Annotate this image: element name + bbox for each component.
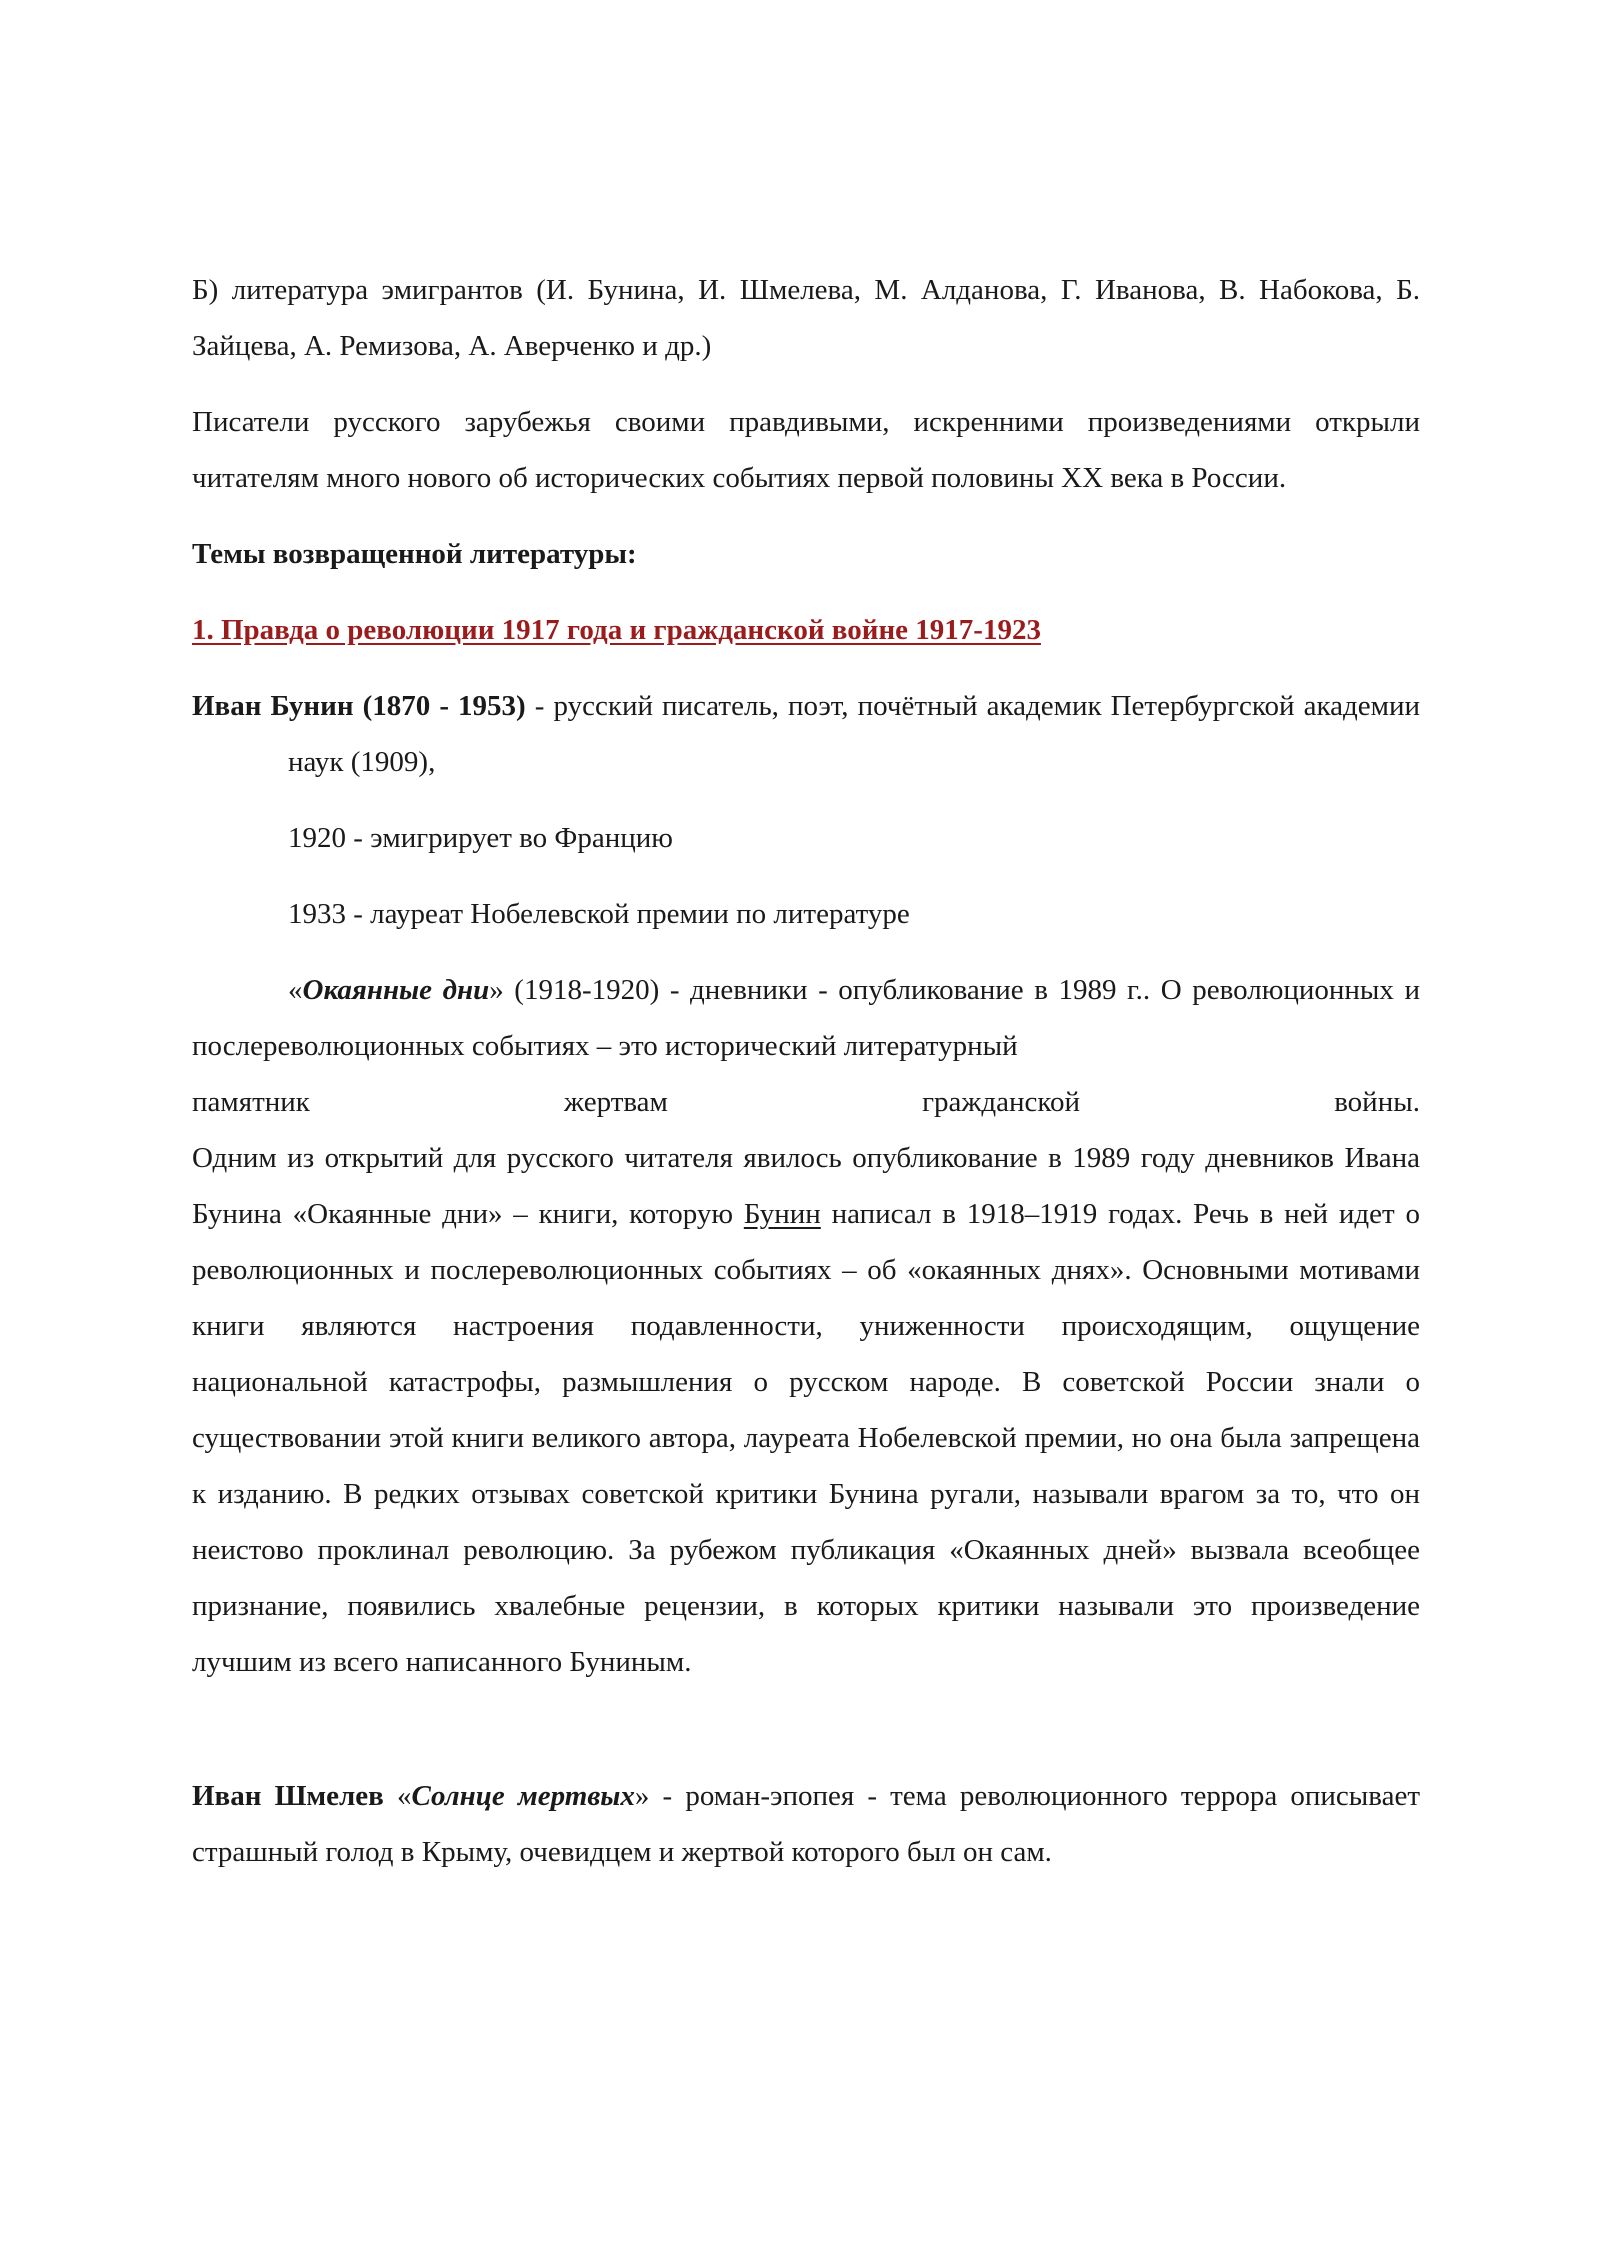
themes-heading: Темы возвращенной литературы: (192, 538, 637, 570)
okayannye-dni-paragraph (192, 1130, 1420, 1690)
bunin-link[interactable]: Бунин (743, 1198, 821, 1230)
quote-close: » (489, 974, 504, 1006)
section-1-title: 1. Правда о революции 1917 года и гражданской войне 1917-1923 (192, 614, 1041, 646)
bunin-bio (192, 678, 1420, 790)
document-page (192, 262, 1420, 1880)
spread-line (192, 1074, 1420, 1130)
paragraph-foreign-writers: Писатели русского зарубежья своими правдивыми, искренними произведениями открыли читателям много нового об исторических событиях первой половины XX века в России. (192, 406, 1420, 494)
spread-word: памятник (192, 1086, 310, 1118)
bunin-description: - русский писатель, поэт, почётный академик Петербургской академии наук (1909), (288, 690, 1420, 778)
paragraph-emigrant-literature: Б) литература эмигрантов (И. Бунина, И. Шмелева, М. Алданова, Г. Иванова, В. Набокова, Б. Зайцева, А. Ремизова, А. Аверченко и др.) (192, 274, 1420, 362)
section-title (192, 602, 1420, 658)
solntse-mertvykh-title: Солнце мертвых (411, 1780, 635, 1812)
quote-open: « (383, 1780, 412, 1812)
okayannye-dni-title: Окаянные дни (302, 974, 490, 1006)
okayannye-dni-intro (192, 962, 1420, 1074)
bunin-fact-nobel: 1933 - лауреат Нобелевской премии по литературе (288, 898, 910, 930)
bunin-fact-emigration: 1920 - эмигрирует во Францию (288, 822, 673, 854)
bunin-name: Иван Бунин (1870 - 1953) (192, 690, 526, 722)
shmelev-paragraph (192, 1768, 1420, 1880)
quote-close: » (634, 1780, 650, 1812)
quote-open: « (288, 974, 303, 1006)
spread-word: гражданской (922, 1086, 1081, 1118)
okayannye-dni-description: (1918-1920) - дневники - опубликование в 1989 г.. О революционных и послереволюционных событиях – это исторический литературный (192, 974, 1420, 1062)
spread-word: жертвам (564, 1086, 668, 1118)
shmelev-name: Иван Шмелев (192, 1780, 384, 1812)
spread-word: войны. (1334, 1086, 1420, 1118)
shmelev-description: - роман-эпопея - тема революционного террора описывает страшный голод в Крыму, очевидцем и жертвой которого был он сам. (192, 1780, 1421, 1868)
paragraph-part-a: Одним из открытий для русского читателя явилось опубликование в 1989 году дневников Ивана Бунина «Окаянные дни» – книги, которую (192, 1142, 1420, 1230)
paragraph-part-b: написал в 1918–1919 годах. Речь в ней идет о революционных и послереволюционных событиях – об «окаянных днях». Основными мотивами книги являются настроения подавленности, униженности происходящим, ощущение национальной катастрофы, размышления о русском народе. В советской России знали о существовании этой книги великого автора, лауреата Нобелевской премии, но она была запрещена к изданию. В редких отзывах советской критики Бунина ругали, называли врагом за то, что он неистово проклинал революцию. За рубежом публикация «Окаянных дней» вызвала всеобщее признание, появились хвалебные рецензии, в которых критики называли это произведение лучшим из всего написанного Буниным. (192, 1198, 1420, 1678)
